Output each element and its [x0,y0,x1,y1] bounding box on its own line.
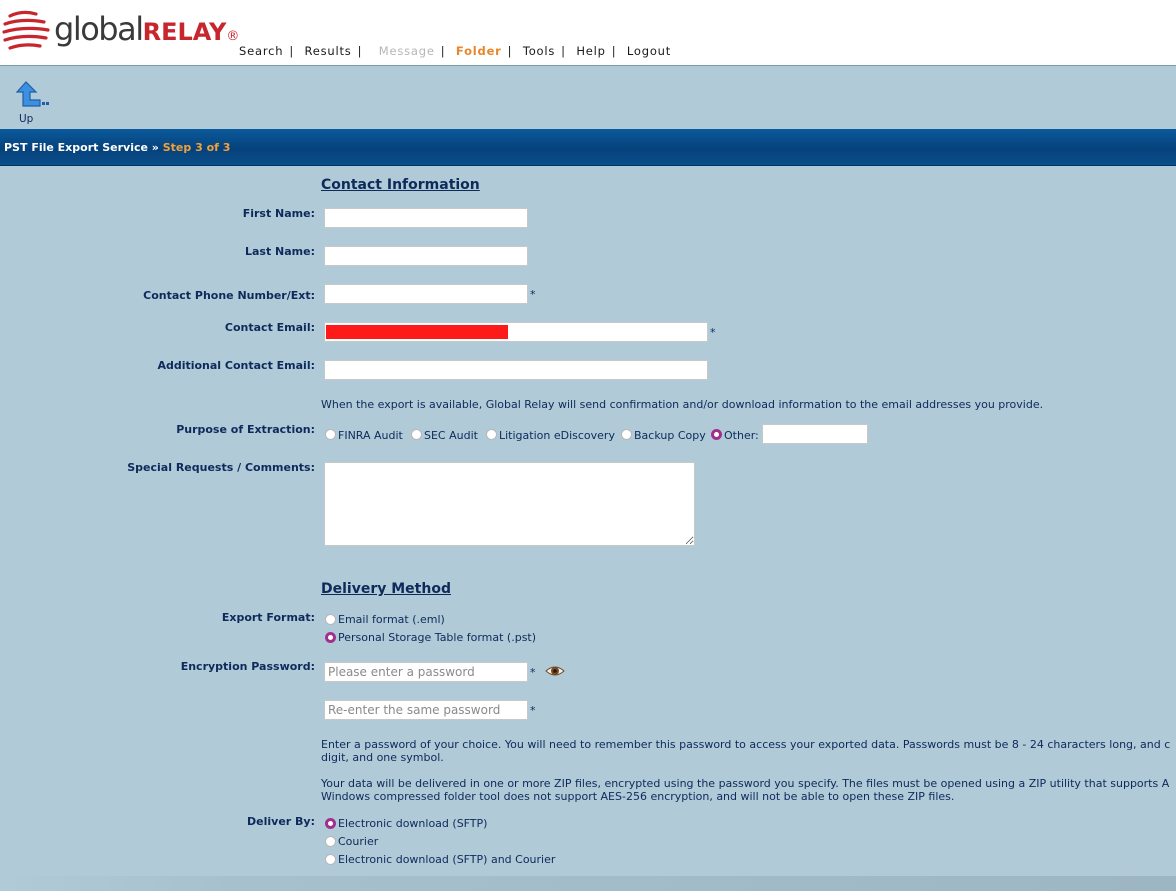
delivery-section-title: Delivery Method [321,581,451,597]
logo-relay-text: RELAY [142,18,227,46]
purpose-backup-label[interactable]: Backup Copy [634,429,706,442]
nav-help[interactable]: Help [576,44,606,58]
deliver-courier-label[interactable]: Courier [338,835,379,848]
password-input[interactable] [324,662,528,682]
redacted-email-block [326,325,508,339]
purpose-litigation-radio[interactable] [486,429,497,440]
up-button[interactable] [12,80,52,113]
password-confirm-input[interactable] [324,700,528,720]
format-pst-label[interactable]: Personal Storage Table format (.pst) [338,631,537,644]
globe-logo-icon [2,8,50,54]
export-format-label: Export Format: [221,611,315,624]
main-nav: Search | Results | Message | Folder | Tools | Help | Logout [239,44,672,58]
comments-textarea[interactable] [324,462,695,546]
contact-email-label: Contact Email: [224,321,315,334]
breadcrumb-separator: » [151,141,159,154]
purpose-sec-label[interactable]: SEC Audit [424,429,478,442]
brand-logo[interactable] [54,10,239,48]
purpose-litigation-label[interactable]: Litigation eDiscovery [499,429,615,442]
contact-section-title: Contact Information [321,177,480,193]
phone-label: Contact Phone Number/Ext: [143,289,315,302]
nav-results[interactable]: Results [304,44,352,58]
purpose-other-input[interactable] [762,424,868,444]
phone-input[interactable] [324,284,528,304]
zip-note-line2: Windows compressed folder tool does not support AES-256 encryption, and will not be able to open these ZIP files. [321,790,955,803]
purpose-sec-radio[interactable] [411,429,422,440]
format-eml-radio[interactable] [325,614,336,625]
purpose-other-radio[interactable] [711,429,722,440]
password-note-line1: Enter a password of your choice. You will need to remember this password to access your exported data. Passwords must be 8 - 24 characters long, and c [321,738,1171,751]
last-name-label: Last Name: [244,245,315,258]
format-eml-label[interactable]: Email format (.eml) [338,613,445,626]
phone-required-mark: * [530,288,536,301]
comments-label: Special Requests / Comments: [127,461,315,474]
show-password-eye-icon[interactable] [545,664,565,678]
nav-tools[interactable]: Tools [522,44,556,58]
email-note: When the export is available, Global Relay will send confirmation and/or download information to the email addresses you provide. [321,398,1044,411]
additional-email-label: Additional Contact Email: [157,359,315,372]
nav-folder[interactable]: Folder [455,44,502,58]
first-name-label: First Name: [242,207,315,220]
first-name-input[interactable] [324,208,528,228]
deliver-by-label: Deliver By: [247,815,315,828]
additional-email-input[interactable] [324,360,708,380]
toolbar [0,66,1176,128]
password-confirm-required-mark: * [530,704,536,717]
nav-message: Message [378,44,435,58]
up-arrow-icon [12,80,52,110]
step-titlebar [0,129,1176,166]
purpose-finra-label[interactable]: FINRA Audit [338,429,403,442]
last-name-input[interactable] [324,246,528,266]
password-note-line2: digit, and one symbol. [321,751,444,764]
deliver-both-label[interactable]: Electronic download (SFTP) and Courier [338,853,556,866]
titlebar-text [4,141,230,154]
service-name: PST File Export Service [4,141,148,154]
app-header [0,0,1176,66]
purpose-label: Purpose of Extraction: [176,423,315,436]
deliver-sftp-label[interactable]: Electronic download (SFTP) [338,817,488,830]
up-label[interactable]: Up [19,113,34,125]
email-required-mark: * [710,326,716,339]
deliver-courier-radio[interactable] [325,836,336,847]
encryption-password-label: Encryption Password: [180,660,315,673]
format-pst-radio[interactable] [325,632,336,643]
deliver-both-radio[interactable] [325,854,336,865]
step-indicator: Step 3 of 3 [162,141,231,154]
purpose-backup-radio[interactable] [621,429,632,440]
password-required-mark: * [530,666,536,679]
logo-registered-mark: ® [226,29,240,44]
purpose-finra-radio[interactable] [325,429,336,440]
zip-note-line1: Your data will be delivered in one or more ZIP files, encrypted using the password you specify. The files must be opened using a ZIP utility that supports A [321,777,1170,790]
purpose-other-label[interactable]: Other: [724,429,759,442]
bottom-shade [0,876,1176,891]
nav-logout[interactable]: Logout [626,44,672,58]
deliver-sftp-radio[interactable] [325,818,336,829]
logo-global-text: global [54,10,143,48]
nav-search[interactable]: Search [239,44,284,58]
